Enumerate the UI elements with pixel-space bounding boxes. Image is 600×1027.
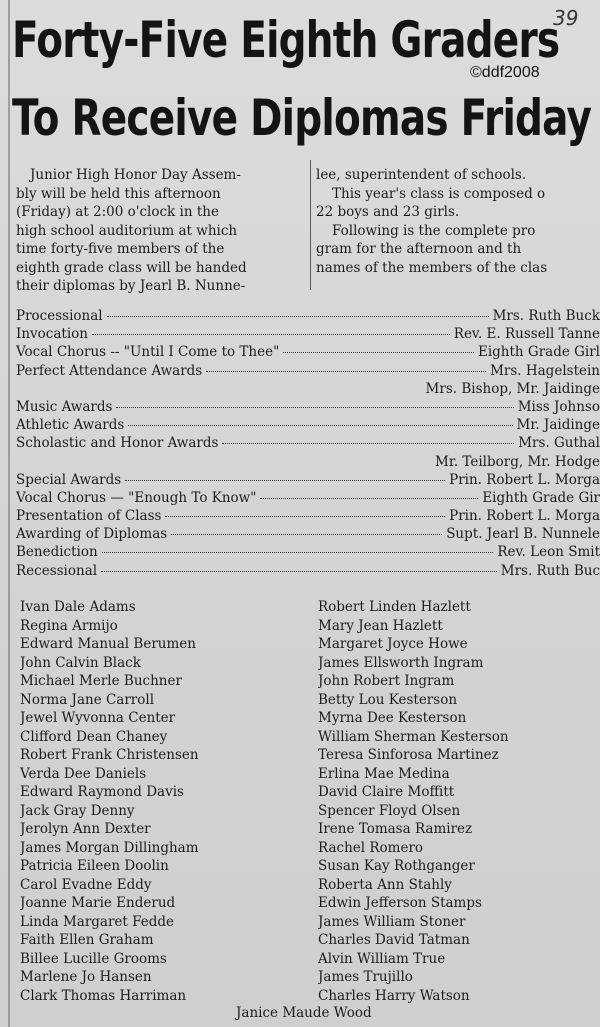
- graduate-name: Susan Kay Rothganger: [318, 858, 475, 874]
- intro-line: their diplomas by Jearl B. Nunne-: [16, 278, 246, 294]
- graduate-name: Jack Gray Denny: [20, 802, 135, 819]
- graduate-name: Charles Harry Watson: [318, 987, 470, 1004]
- dot-leader: [260, 498, 478, 499]
- graduate-name: Betty Lou Kesterson: [318, 691, 458, 708]
- intro-paragraph-right: [316, 166, 600, 277]
- program-item-performer: Prin. Robert L. Morga: [449, 508, 600, 525]
- dot-leader: [116, 407, 513, 408]
- program-item-title: Presentation of Class: [16, 508, 162, 525]
- graduate-name-last: Janice Maude Wood: [236, 1005, 372, 1021]
- graduate-name: John Robert Ingram: [318, 673, 455, 689]
- program-item-performer: Eighth Grade Gir: [482, 489, 600, 506]
- graduate-name: Marlene Jo Hansen: [20, 969, 152, 985]
- intro-line: names of the members of the clas: [316, 259, 548, 276]
- program-item: [16, 363, 600, 381]
- graduate-name: Michael Merle Buchner: [20, 673, 182, 689]
- dot-leader: [206, 371, 486, 372]
- program-item: [16, 526, 600, 544]
- graduate-name: Rachel Romero: [318, 839, 424, 856]
- dot-leader: [222, 443, 514, 444]
- program-item-performer: Mrs. Ruth Buck: [492, 308, 600, 324]
- graduate-name: Edward Manual Berumen: [20, 636, 196, 652]
- program-item: [16, 326, 600, 344]
- program-item: [16, 490, 600, 508]
- program-item-title: Special Awards: [16, 471, 122, 488]
- graduate-name: Charles David Tatman: [318, 932, 470, 948]
- intro-line: time forty-five members of the: [16, 241, 225, 257]
- program-item: [16, 544, 600, 562]
- headline-line-2: To Receive Diplomas Friday: [12, 89, 592, 147]
- graduate-name: James William Stoner: [318, 913, 466, 930]
- program-item-continuation: Mrs. Bishop, Mr. Jaidinge: [425, 380, 600, 397]
- program-item: [16, 563, 600, 581]
- graduate-name: Mary Jean Hazlett: [318, 617, 443, 634]
- program-item-title: Recessional: [16, 562, 98, 579]
- graduate-name: Jewel Wyvonna Center: [20, 710, 176, 726]
- column-divider: [310, 160, 311, 290]
- program-item-title: Awarding of Diplomas: [16, 526, 168, 543]
- graduate-name: Billee Lucille Grooms: [20, 950, 167, 967]
- graduate-name: Joanne Marie Enderud: [20, 895, 176, 911]
- program-item-title: Benediction: [16, 544, 98, 561]
- dot-leader: [165, 516, 445, 517]
- program-item: [16, 508, 600, 526]
- graduate-name: Clark Thomas Harriman: [20, 987, 187, 1004]
- program-item-performer: Rev. Leon Smit: [497, 544, 600, 561]
- program-item-title: Athletic Awards: [16, 417, 125, 434]
- program-item-performer: Mr. Jaidinge: [516, 417, 600, 434]
- graduates-column-left: [20, 598, 300, 1005]
- program-item-performer: Mrs. Guthal: [518, 435, 600, 452]
- program-list: [16, 308, 600, 581]
- graduate-name: Roberta Ann Stahly: [318, 876, 452, 893]
- graduate-name: Robert Linden Hazlett: [318, 599, 471, 615]
- program-item: [16, 417, 600, 435]
- dot-leader: [128, 425, 512, 426]
- program-item: [16, 472, 600, 490]
- program-item-title: Scholastic and Honor Awards: [16, 435, 219, 452]
- graduate-name: John Calvin Black: [20, 654, 141, 671]
- intro-line: eighth grade class will be handed: [16, 259, 247, 276]
- graduate-name: James Morgan Dillingham: [20, 839, 199, 856]
- graduates-column-right: [318, 598, 600, 1005]
- graduate-name: Patricia Eileen Doolin: [20, 858, 169, 874]
- intro-line: 22 boys and 23 girls.: [316, 204, 460, 220]
- program-item-title: Music Awards: [16, 398, 113, 415]
- graduate-name: James Ellsworth Ingram: [318, 654, 484, 671]
- program-item-performer: Eighth Grade Girl: [477, 344, 600, 361]
- intro-line: bly will be held this afternoon: [16, 185, 221, 202]
- graduate-name: William Sherman Kesterson: [318, 728, 509, 745]
- dot-leader: [102, 552, 494, 553]
- program-item-performer: Mrs. Ruth Buc: [500, 562, 600, 579]
- program-item: [16, 399, 600, 417]
- dot-leader: [107, 316, 489, 317]
- handwritten-page-number: 39: [553, 6, 579, 30]
- intro-line: high school auditorium at which: [16, 222, 238, 239]
- graduate-name: Clifford Dean Chaney: [20, 728, 168, 745]
- intro-line: Following is the complete pro: [332, 222, 536, 239]
- graduate-name: Teresa Sinforosa Martinez: [318, 747, 499, 763]
- dot-leader: [125, 480, 445, 481]
- graduate-name: Faith Ellen Graham: [20, 932, 154, 948]
- dot-leader: [283, 352, 474, 353]
- program-item: [16, 435, 600, 453]
- program-item-performer: Supt. Jearl B. Nunnele: [446, 526, 600, 543]
- program-item-performer: Prin. Robert L. Morga: [449, 471, 600, 488]
- program-item-performer: Rev. E. Russell Tanne: [453, 326, 600, 343]
- graduate-name: Myrna Dee Kesterson: [318, 710, 467, 726]
- program-item-title: Processional: [16, 308, 103, 324]
- graduate-name: David Claire Moffitt: [318, 784, 455, 800]
- dot-leader: [101, 571, 497, 572]
- graduate-name: Erlina Mae Medina: [318, 765, 450, 782]
- column-edge-rule: [8, 0, 10, 1027]
- program-item-performer: Mrs. Hagelstein: [490, 362, 600, 379]
- headline-line-1: Forty-Five Eighth Graders: [12, 11, 560, 69]
- graduate-name: Verda Dee Daniels: [20, 765, 147, 782]
- intro-line: lee, superintendent of schools.: [316, 167, 527, 183]
- graduate-name: Spencer Floyd Olsen: [318, 802, 461, 819]
- graduate-name: Linda Margaret Fedde: [20, 913, 175, 930]
- program-item-performer: Miss Johnso: [517, 398, 600, 415]
- program-item-title: Vocal Chorus -- "Until I Come to Thee": [16, 344, 280, 361]
- graduate-name: Irene Tomasa Ramirez: [318, 821, 473, 837]
- graduate-name: Ivan Dale Adams: [20, 599, 136, 615]
- intro-paragraph-left: [16, 166, 306, 296]
- graduate-name: Edwin Jefferson Stamps: [318, 895, 482, 911]
- graduate-name: Edward Raymond Davis: [20, 784, 184, 800]
- program-item-continuation: Mr. Teilborg, Mr. Hodge: [435, 453, 600, 470]
- graduate-name: Jerolyn Ann Dexter: [20, 821, 151, 837]
- graduate-name: Carol Evadne Eddy: [20, 876, 152, 893]
- copyright-watermark: ©ddf2008: [470, 64, 540, 81]
- program-item-title: Invocation: [16, 326, 88, 343]
- graduate-name: Margaret Joyce Howe: [318, 636, 468, 652]
- graduate-name: Robert Frank Christensen: [20, 747, 199, 763]
- program-item: [16, 308, 600, 326]
- dot-leader: [92, 334, 450, 335]
- dot-leader: [171, 534, 442, 535]
- graduate-name: Norma Jane Carroll: [20, 691, 155, 708]
- program-item: [16, 344, 600, 362]
- program-item-title: Vocal Chorus — "Enough To Know": [16, 489, 257, 506]
- graduate-name: James Trujillo: [318, 969, 413, 985]
- intro-line: This year's class is composed o: [332, 185, 546, 202]
- graduate-name: Regina Armijo: [20, 617, 118, 634]
- intro-line: Junior High Honor Day Assem-: [30, 167, 241, 183]
- intro-line: gram for the afternoon and th: [316, 241, 522, 257]
- program-item-title: Perfect Attendance Awards: [16, 362, 203, 379]
- intro-line: (Friday) at 2:00 o'clock in the: [16, 204, 219, 220]
- graduate-name: Alvin William True: [318, 950, 446, 967]
